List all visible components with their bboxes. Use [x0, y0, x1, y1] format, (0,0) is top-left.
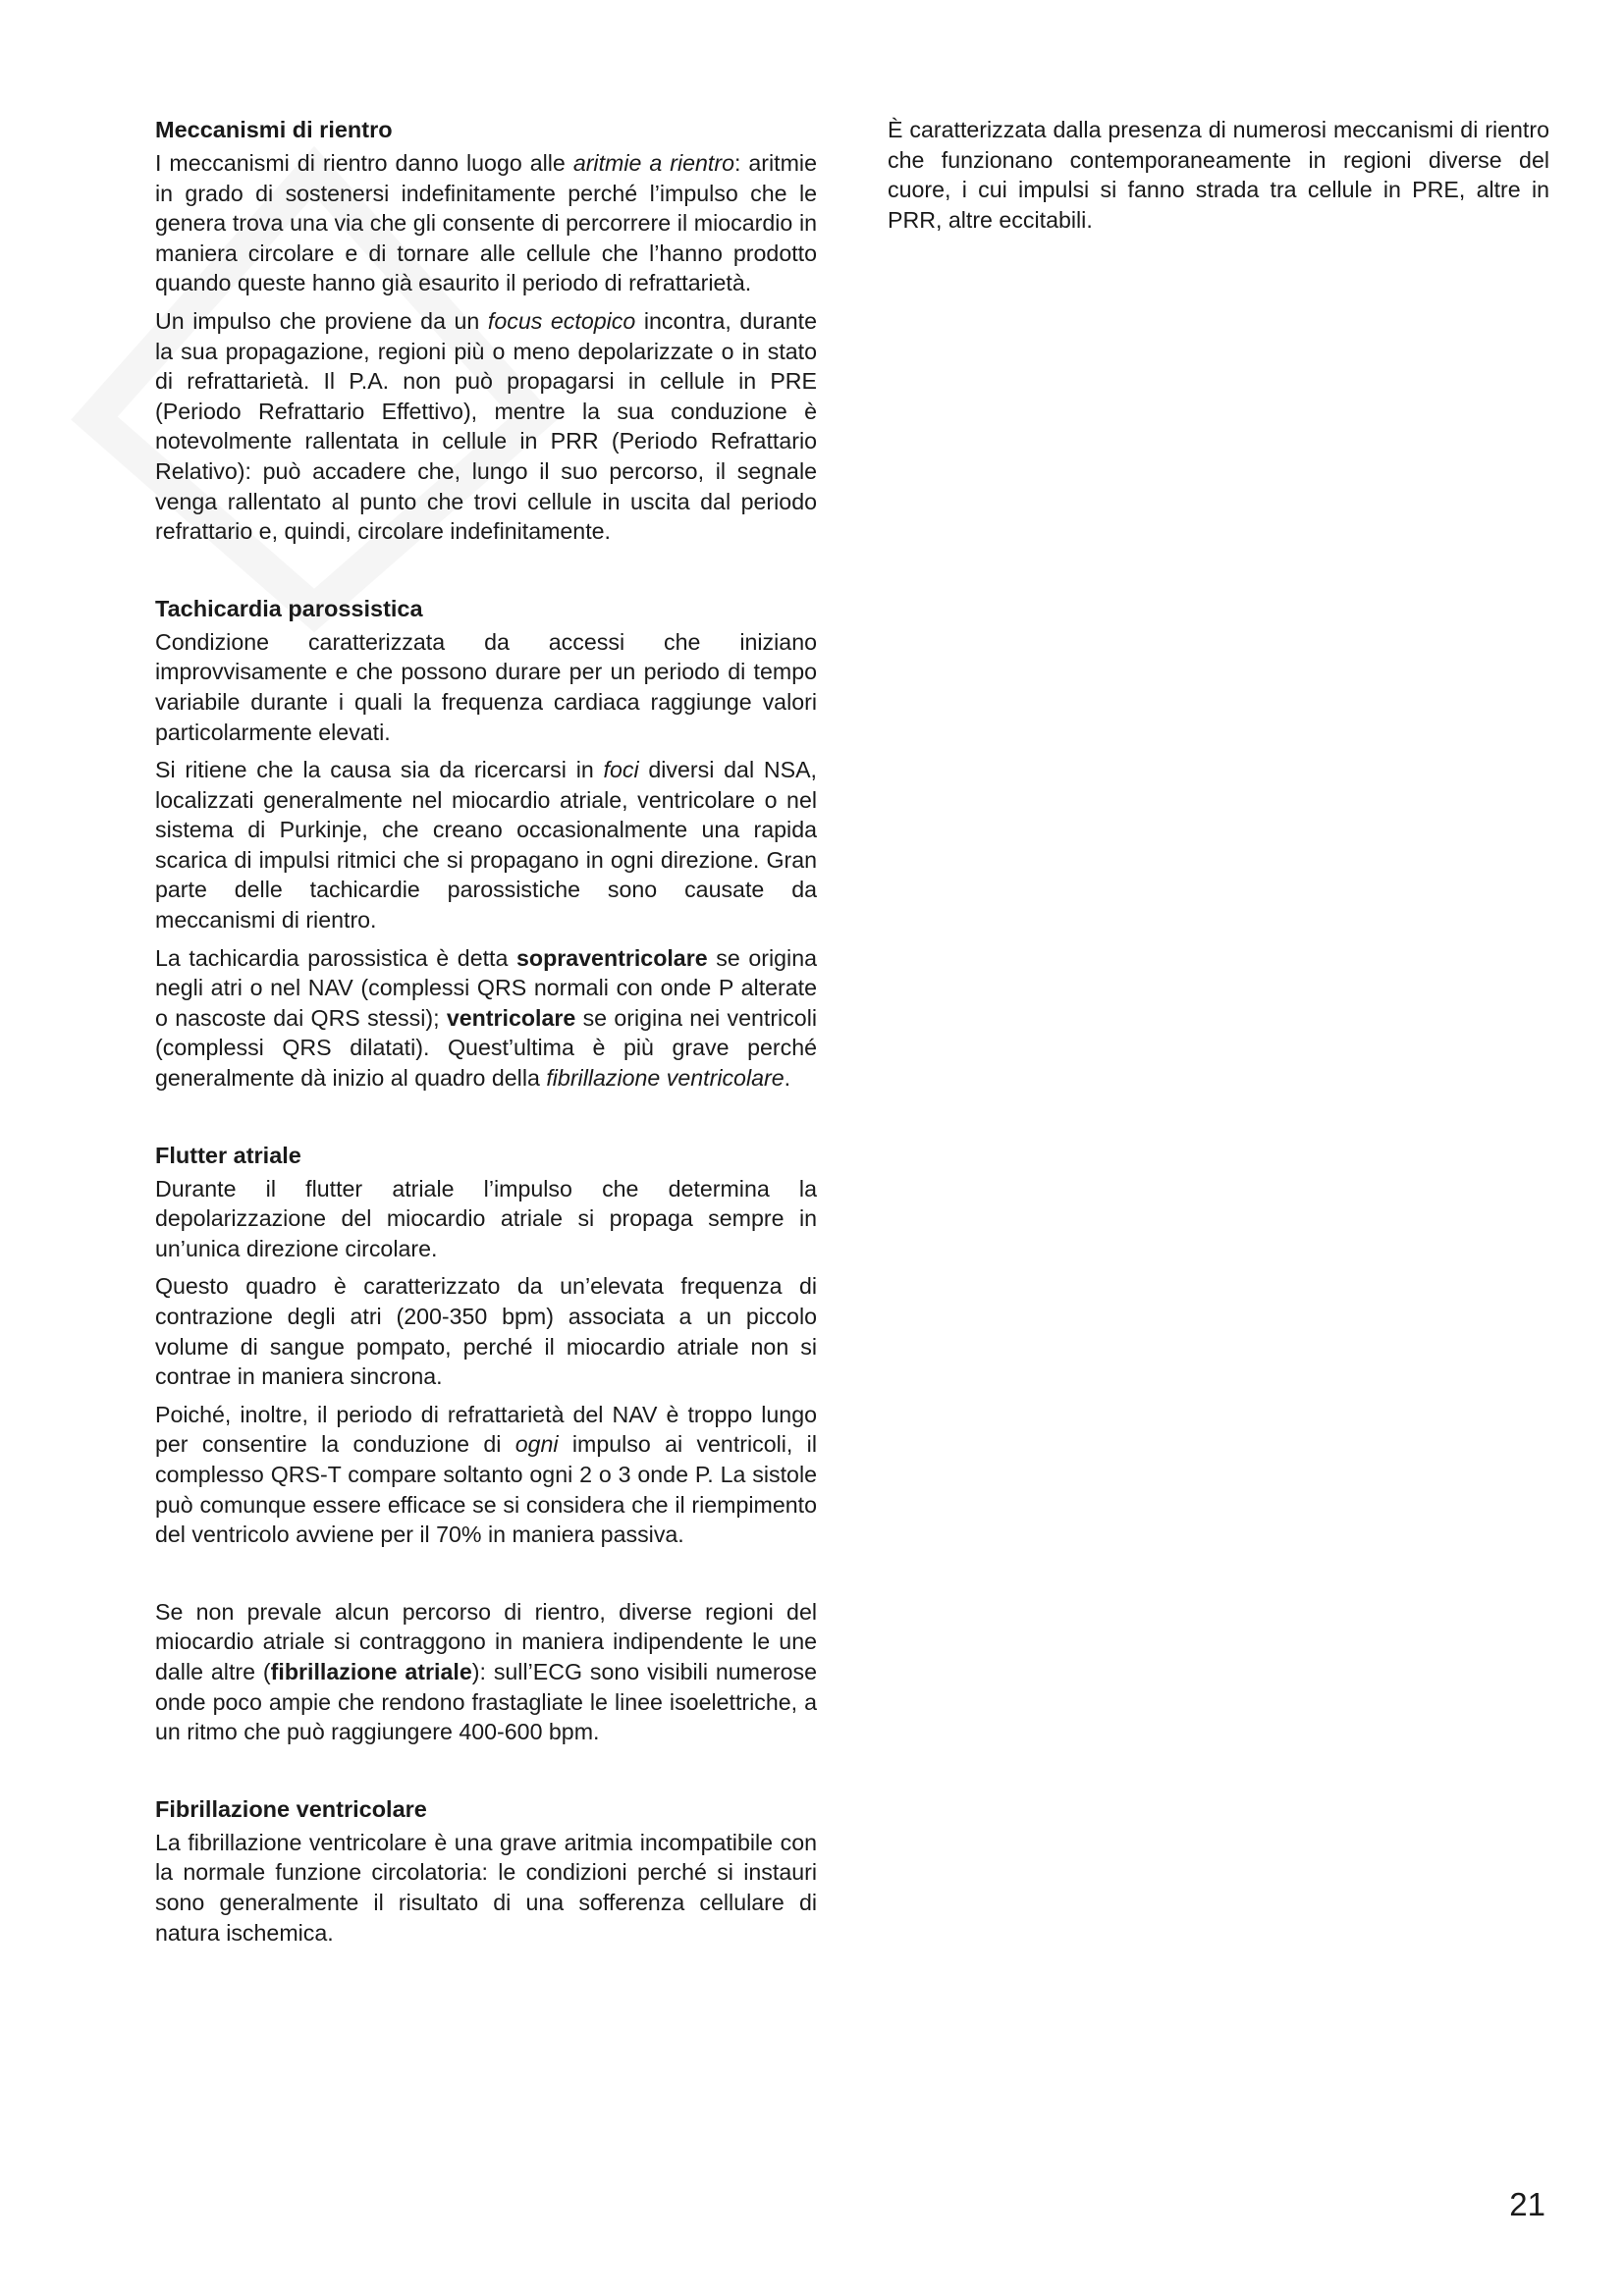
italic-term: foci — [603, 757, 639, 783]
body-paragraph — [155, 1271, 817, 1391]
text-run: Un impulso che proviene da un — [155, 307, 488, 334]
left-column — [155, 115, 817, 1995]
section-meccanismi-di-rientro — [155, 115, 817, 547]
section-heading: Flutter atriale — [155, 1142, 301, 1168]
section-untitled — [155, 1597, 817, 1747]
bold-term: ventricolare — [446, 1004, 576, 1031]
text-run: : aritmie in grado di sostenersi indefinitamente perché l’impulso che le genera trova una via che gli consente di percorrere il miocardio in maniera circolare e di tornare alle cellule che l’hanno prodotto quando queste hanno già esaurito il periodo di refrattarietà. — [155, 150, 817, 296]
text-run: La tachicardia parossistica è detta — [155, 944, 517, 971]
body-paragraph — [155, 627, 817, 747]
body-paragraph — [155, 1828, 817, 1948]
body-paragraph — [155, 1400, 817, 1550]
page-number: 21 — [1509, 2186, 1545, 2222]
italic-term: ogni — [514, 1431, 559, 1458]
right-column — [888, 115, 1549, 242]
italic-term: aritmie a rientro — [572, 150, 734, 176]
body-paragraph — [888, 115, 1549, 235]
text-run: diversi dal NSA, localizzati generalmente nel miocardio atriale, ventricolare o nel sistema di Purkinje, che creano occasionalmente una rapida scarica di impulsi ritmici che si propagano in ogni direzione. Gran parte delle tachicardie parossistiche sono causate da meccanismi di rientro. — [155, 757, 817, 934]
text-run: se origina nei ventricoli (complessi QRS dilatati). Quest’ultima è più grave perché generalmente dà inizio al quadro della — [155, 1004, 817, 1092]
text-run: Durante il flutter atriale l’impulso che determina la depolarizzazione del miocardio atriale si propaga sempre in un’unica direzione circolare. — [155, 1175, 817, 1261]
text-run: Poiché, inoltre, il periodo di refrattarietà del NAV è troppo lungo per consentire la conduzione di — [155, 1401, 817, 1458]
section-tachicardia-parossistica — [155, 594, 817, 1094]
section-heading: Meccanismi di rientro — [155, 117, 393, 142]
italic-term: fibrillazione ventricolare — [546, 1065, 785, 1092]
section-heading: Tachicardia parossistica — [155, 595, 423, 621]
bold-term: sopraventricolare — [516, 944, 708, 971]
text-run: Se non prevale alcun percorso di rientro, diverse regioni del miocardio atriale si contraggono in maniera indipendente le une dalle altre ( — [155, 1598, 817, 1684]
bold-term: fibrillazione atriale — [270, 1658, 472, 1684]
text-run: I meccanismi di rientro danno luogo alle — [155, 150, 573, 176]
body-paragraph — [155, 148, 817, 298]
body-paragraph — [155, 1174, 817, 1264]
body-paragraph — [155, 755, 817, 935]
text-run: Si ritiene che la causa sia da ricercarsi in — [155, 757, 604, 783]
text-run: È caratterizzata dalla presenza di numerosi meccanismi di rientro che funzionano contemporaneamente in regioni diverse del cuore, i cui impulsi si fanno strada tra cellule in PRE, altre in PRR, altre eccitabili. — [888, 117, 1549, 233]
body-paragraph — [155, 1597, 817, 1747]
text-run: Questo quadro è caratterizzato da un’elevata frequenza di contrazione degli atri (200-350 bpm) associata a un piccolo volume di sangue pompato, perché il miocardio atriale non si contrae in maniera sincrona. — [155, 1273, 817, 1390]
text-run: impulso ai ventricoli, il complesso QRS-T compare soltanto ogni 2 o 3 onde P. La sistole può comunque essere efficace se si considera che il riempimento del ventricolo avviene per il 70% in maniera passiva. — [155, 1431, 817, 1548]
italic-term: focus ectopico — [487, 307, 636, 334]
text-run: . — [784, 1065, 791, 1092]
text-run: ): sull’ECG sono visibili numerose onde poco ampie che rendono frastagliate le linee isoelettriche, a un ritmo che può raggiungere 400-600 bpm. — [155, 1658, 817, 1745]
body-paragraph — [155, 943, 817, 1094]
section-flutter-atriale — [155, 1141, 817, 1550]
text-run: Condizione caratterizzata da accessi che iniziano improvvisamente e che possono durare per un periodo di tempo variabile durante i quali la frequenza cardiaca raggiunge valori particolarmente elevati. — [155, 628, 817, 745]
section-heading: Fibrillazione ventricolare — [155, 1795, 427, 1822]
body-paragraph — [155, 306, 817, 547]
text-run: incontra, durante la sua propagazione, regioni più o meno depolarizzate o in stato di refrattarietà. Il P.A. non può propagarsi in cellule in PRE (Periodo Refrattario Effettivo), mentre la sua conduzione è notevolmente rallentata in cellule in PRR (Periodo Refrattario Relativo): può accadere che, lungo il suo percorso, il segnale venga rallentato al punto che trovi cellule in uscita dal periodo refrattario e, quindi, circolare indefinitamente. — [155, 307, 818, 545]
section-fibrillazione-ventricolare — [155, 1794, 817, 1948]
text-run: La fibrillazione ventricolare è una grave aritmia incompatibile con la normale funzione circolatoria: le condizioni perché si instauri sono generalmente il risultato di una sofferenza cellulare di natura ischemica. — [155, 1829, 817, 1946]
text-run: se origina negli atri o nel NAV (complessi QRS normali con onde P alterate o nascoste dai QRS stessi); — [155, 944, 817, 1031]
